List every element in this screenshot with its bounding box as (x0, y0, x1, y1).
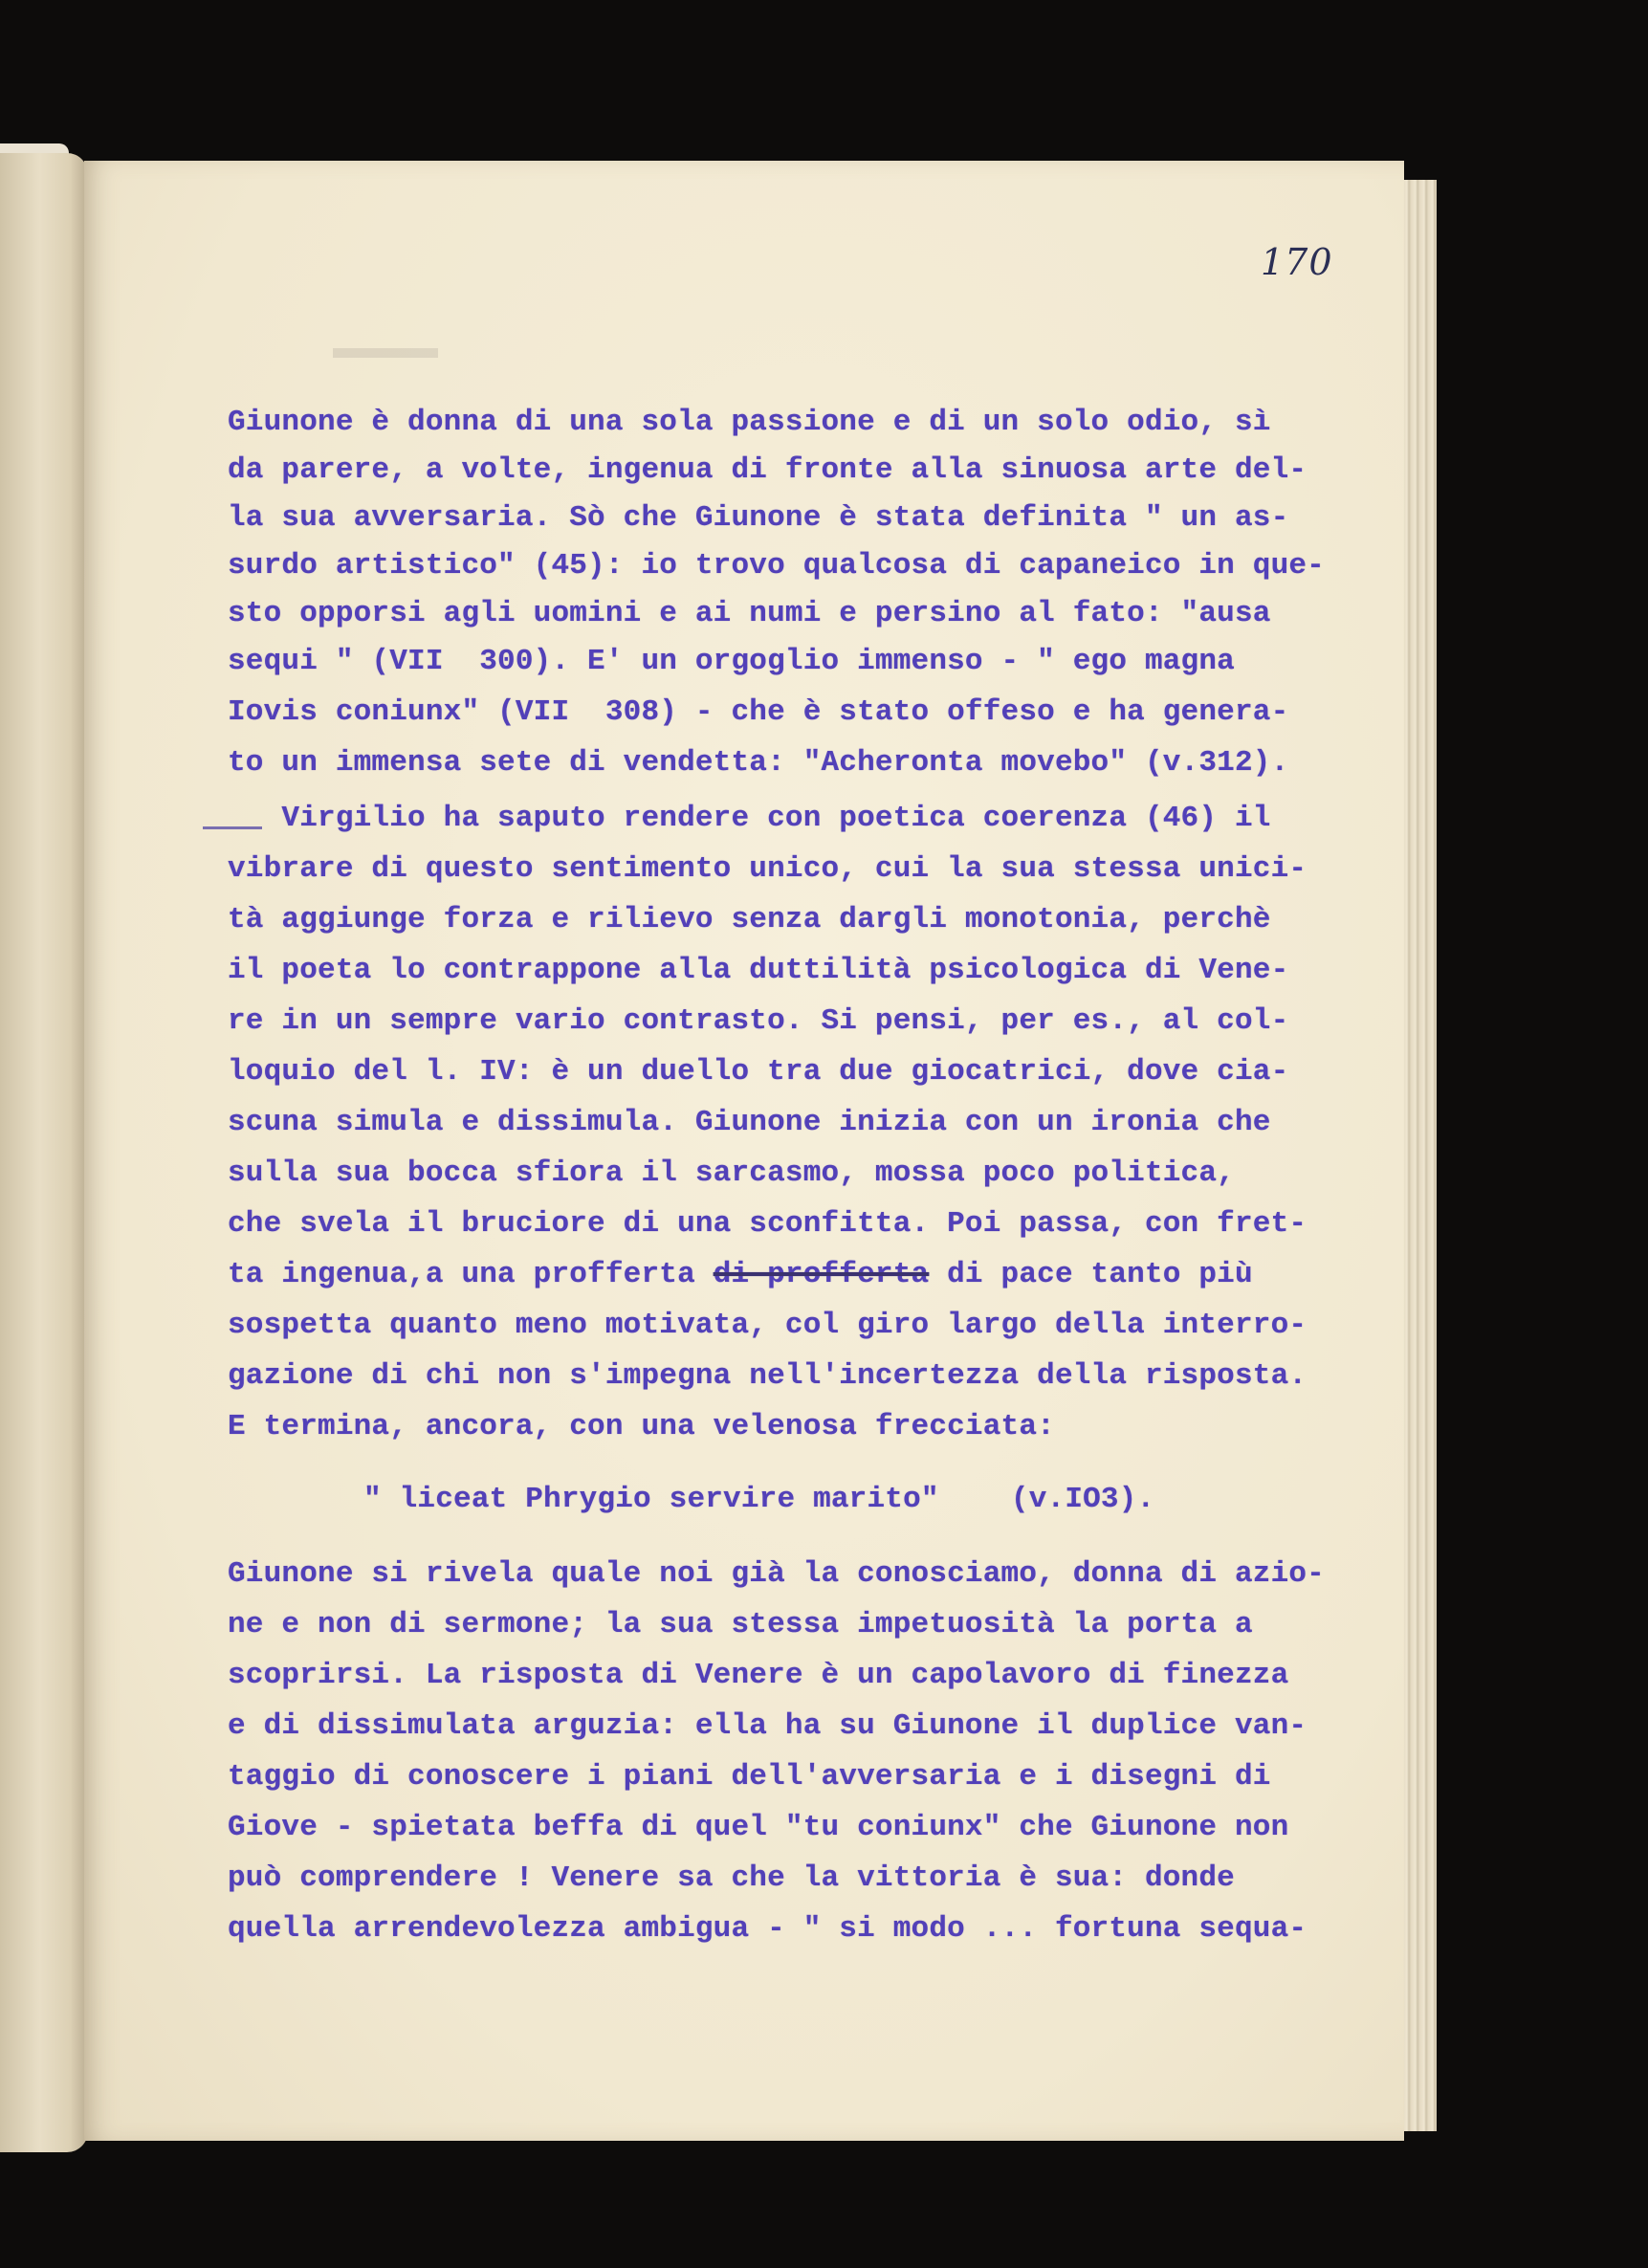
text-line: quella arrendevolezza ambigua - " si modo ... fortuna sequa- (228, 1912, 1307, 1946)
text-line: sto opporsi agli uomini e ai numi e persino al fato: "ausa (228, 597, 1271, 630)
text-line: vibrare di questo sentimento unico, cui la sua stessa unici- (228, 852, 1307, 886)
text-line-with-strikeout (228, 1258, 1253, 1291)
text-line: Giunone è donna di una sola passione e di un solo odio, sì (228, 406, 1271, 439)
text-line: scoprirsi. La risposta di Venere è un capolavoro di finezza (228, 1659, 1289, 1692)
text-line: e di dissimulata arguzia: ella ha su Giunone il duplice van- (228, 1709, 1307, 1743)
text-line: scuna simula e dissimula. Giunone inizia con un ironia che (228, 1106, 1271, 1139)
text-line: da parere, a volte, ingenua di fronte alla sinuosa arte del- (228, 453, 1307, 487)
text-line: ne e non di sermone; la sua stessa impetuosità la porta a (228, 1608, 1253, 1641)
text-line: loquio del l. IV: è un duello tra due giocatrici, dove cia- (228, 1055, 1289, 1089)
text-line: il poeta lo contrappone alla duttilità psicologica di Vene- (228, 954, 1289, 987)
text-segment: di pace tanto più (929, 1258, 1253, 1291)
text-line: surdo artistico" (45): io trovo qualcosa di capaneico in que- (228, 549, 1325, 583)
text-segment: ta ingenua,a una profferta (228, 1258, 714, 1291)
text-line: la sua avversaria. Sò che Giunone è stata definita " un as- (228, 501, 1289, 535)
text-line: sospetta quanto meno motivata, col giro largo della interro- (228, 1309, 1307, 1342)
text-line: Giunone si rivela quale noi già la conosciamo, donna di azio- (228, 1557, 1325, 1591)
text-line: to un immensa sete di vendetta: "Acheronta movebo" (v.312). (228, 746, 1289, 780)
text-line: E termina, ancora, con una velenosa frecciata: (228, 1410, 1055, 1443)
page-number: 170 (1261, 241, 1333, 283)
text-line: Giove - spietata beffa di quel "tu coniunx" che Giunone non (228, 1811, 1289, 1844)
text-line: sulla sua bocca sfiora il sarcasmo, mossa poco politica, (228, 1156, 1235, 1190)
text-line: Iovis coniunx" (VII 308) - che è stato offeso e ha genera- (228, 695, 1289, 729)
text-line: gazione di chi non s'impegna nell'incertezza della risposta. (228, 1359, 1307, 1393)
text-line: può comprendere ! Venere sa che la vittoria è sua: donde (228, 1861, 1235, 1895)
text-line: sequi " (VII 300). E' un orgoglio immenso - " ego magna (228, 645, 1235, 678)
text-line: tà aggiunge forza e rilievo senza dargli monotonia, perchè (228, 903, 1271, 936)
text-line: Virgilio ha saputo rendere con poetica coerenza (46) il (228, 802, 1271, 835)
text-line: taggio di conoscere i piani dell'avversaria e i disegni di (228, 1760, 1271, 1794)
text-line: che svela il bruciore di una sconfitta. Poi passa, con fret- (228, 1207, 1307, 1241)
quotation-line: " liceat Phrygio servire marito" (v.IO3). (363, 1483, 1155, 1516)
text-line: re in un sempre vario contrasto. Si pensi, per es., al col- (228, 1004, 1289, 1038)
struck-out-text: di profferta (713, 1258, 930, 1291)
